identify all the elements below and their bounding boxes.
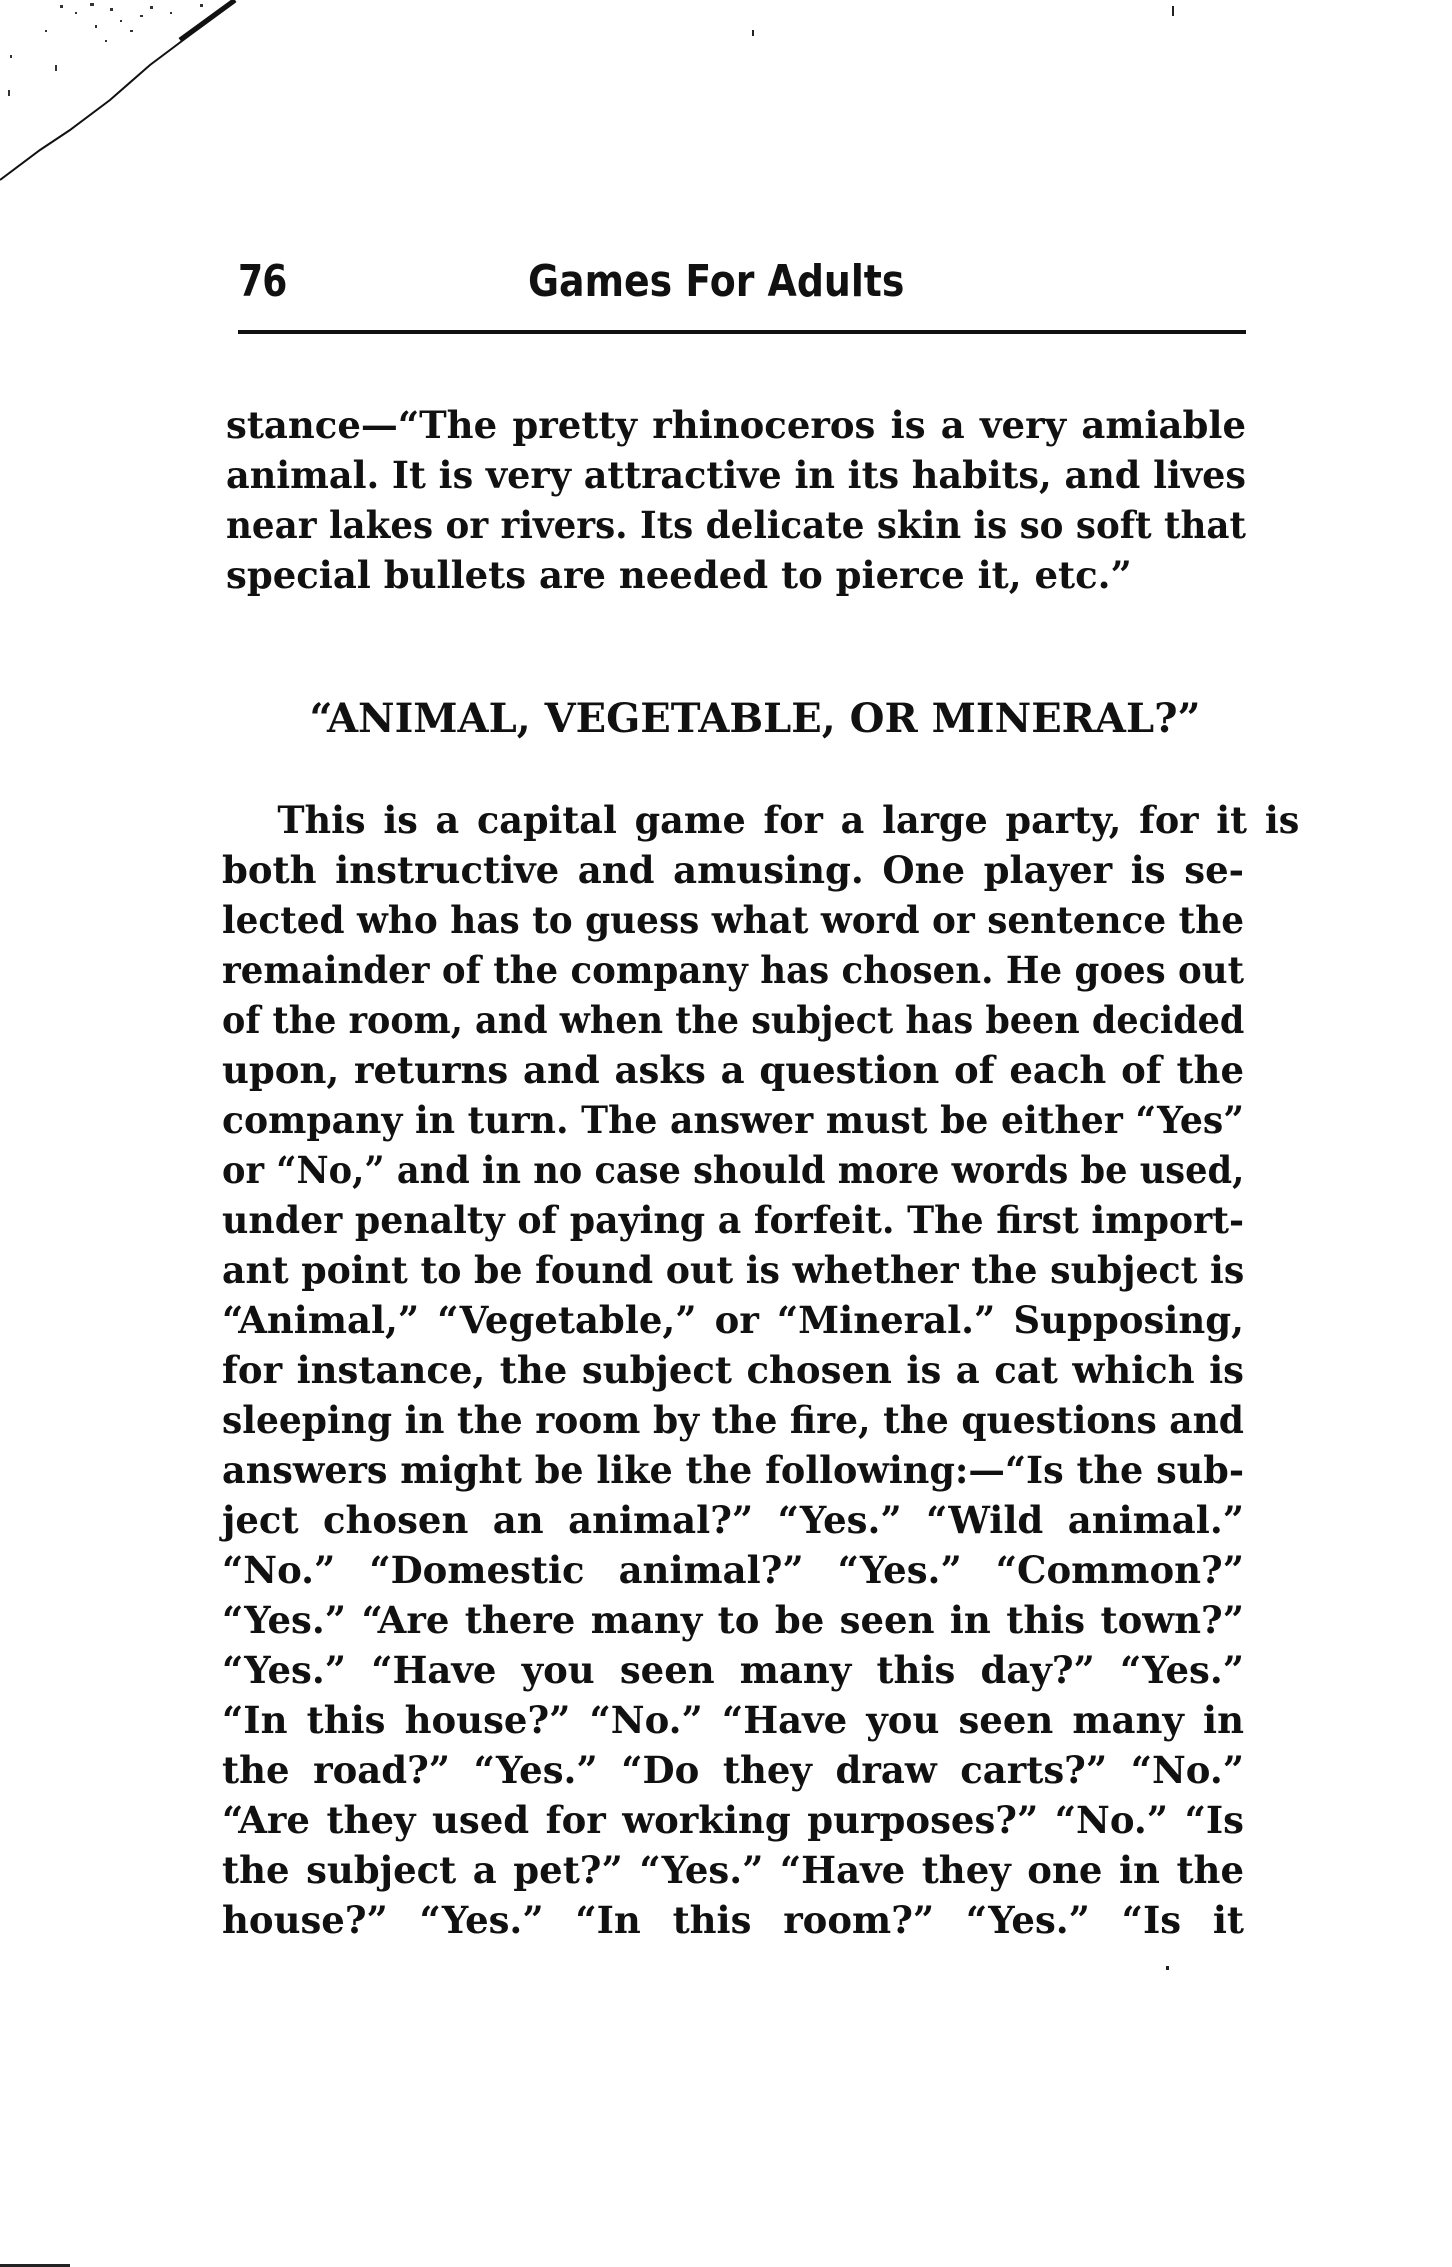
running-title: Games For Adults bbox=[528, 256, 905, 307]
text-line: animal. It is very attractive in its habits, and lives bbox=[226, 453, 1246, 497]
scan-artifact-dot bbox=[1172, 6, 1174, 16]
text-line: “Are they used for working purposes?” “No.” “Is bbox=[222, 1798, 1244, 1842]
text-line: near lakes or rivers. Its delicate skin is so soft that bbox=[226, 503, 1247, 547]
text-line: special bullets are needed to pierce it, etc.” bbox=[226, 553, 1132, 597]
scan-artifact-dot bbox=[752, 30, 754, 36]
text-line: stance—“The pretty rhinoceros is a very amiable bbox=[226, 403, 1246, 447]
text-line: lected who has to guess what word or sentence the bbox=[222, 898, 1244, 942]
text-line: under penalty of paying a forfeit. The first import- bbox=[222, 1198, 1244, 1242]
text-line: “No.” “Domestic animal?” “Yes.” “Common?” bbox=[222, 1548, 1244, 1592]
text-line: company in turn. The answer must be either “Yes” bbox=[222, 1098, 1244, 1142]
text-line: ant point to be found out is whether the subject is bbox=[222, 1248, 1245, 1292]
text-line: “Animal,” “Vegetable,” or “Mineral.” Supposing, bbox=[222, 1298, 1244, 1342]
page-header bbox=[238, 256, 1246, 306]
header-rule bbox=[238, 330, 1246, 334]
text-line: remainder of the company has chosen. He goes out bbox=[222, 948, 1244, 992]
text-line: house?” “Yes.” “In this room?” “Yes.” “Is it bbox=[222, 1898, 1244, 1942]
text-line: upon, returns and asks a question of each of the bbox=[222, 1048, 1244, 1092]
text-line: This is a capital game for a large party, for it is bbox=[277, 798, 1300, 842]
text-line: “In this house?” “No.” “Have you seen many in bbox=[222, 1698, 1244, 1742]
text-line: answers might be like the following:—“Is the sub- bbox=[222, 1448, 1244, 1492]
section-heading: “ANIMAL, VEGETABLE, OR MINERAL?” bbox=[309, 695, 1201, 742]
page-number: 76 bbox=[238, 256, 287, 307]
text-line: or “No,” and in no case should more words be used, bbox=[222, 1148, 1245, 1192]
scan-artifact-dot bbox=[1166, 1966, 1169, 1970]
scan-artifact-corner bbox=[0, 0, 260, 190]
text-line: the subject a pet?” “Yes.” “Have they one in the bbox=[222, 1848, 1244, 1892]
text-line: sleeping in the room by the fire, the questions and bbox=[222, 1398, 1244, 1442]
continuation-paragraph bbox=[226, 400, 1246, 600]
text-line: “Yes.” “Are there many to be seen in this town?” bbox=[222, 1598, 1244, 1642]
text-line: of the room, and when the subject has been decided bbox=[222, 998, 1245, 1042]
text-line: ject chosen an animal?” “Yes.” “Wild animal.” bbox=[222, 1498, 1244, 1542]
text-line: the road?” “Yes.” “Do they draw carts?” “No.” bbox=[222, 1748, 1244, 1792]
section-paragraph bbox=[222, 795, 1300, 1945]
text-line: both instructive and amusing. One player is se- bbox=[222, 848, 1244, 892]
text-line: “Yes.” “Have you seen many this day?” “Yes.” bbox=[222, 1648, 1244, 1692]
text-line: for instance, the subject chosen is a cat which is bbox=[222, 1348, 1244, 1392]
